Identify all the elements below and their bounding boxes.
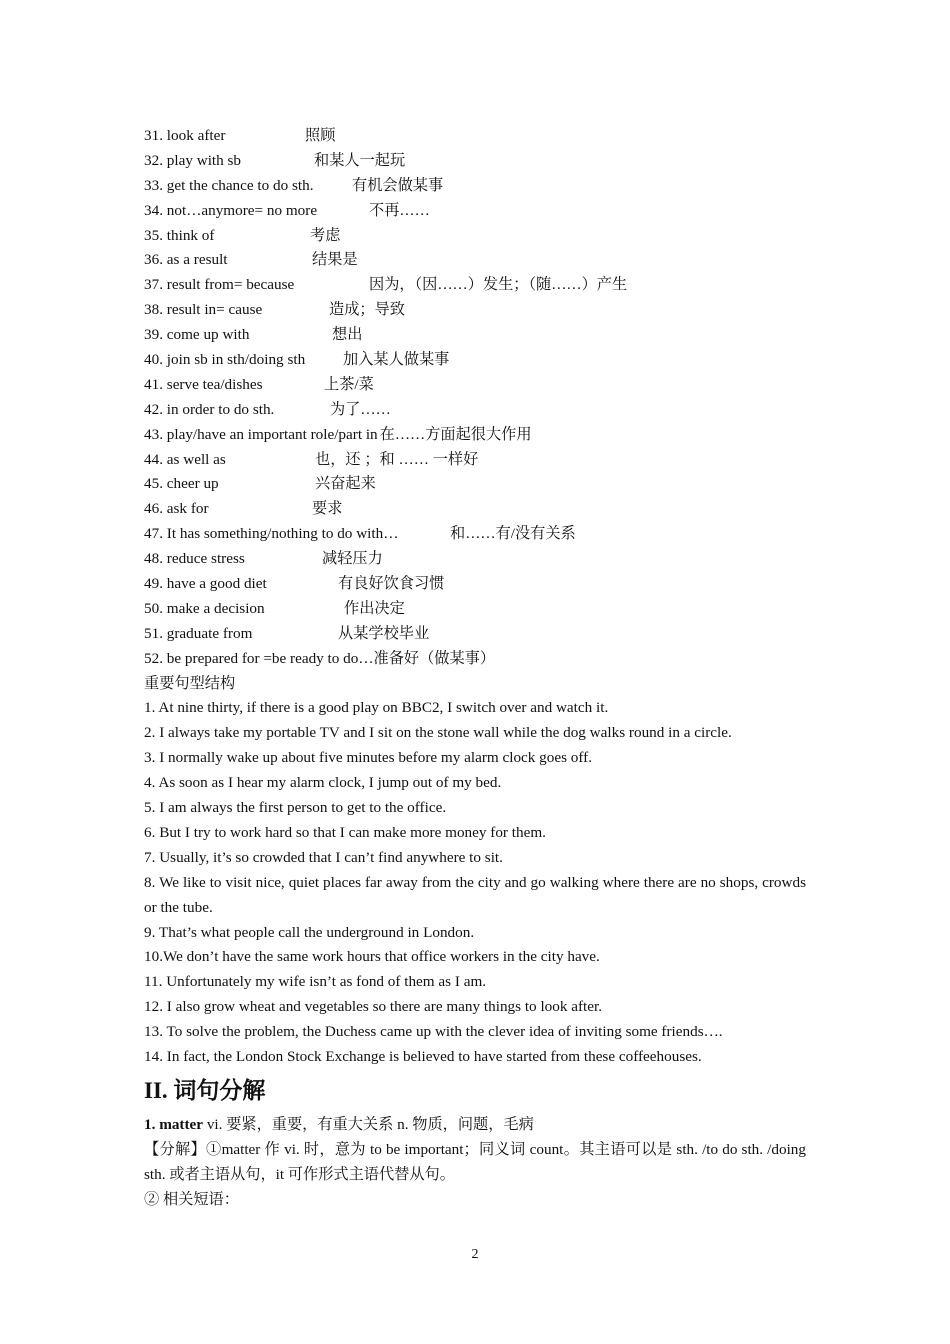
phrase-english: 42. in order to do sth.: [144, 400, 275, 418]
phrase-chinese: 考虑: [310, 226, 341, 244]
phrase-item: [144, 124, 806, 149]
phrase-english: 41. serve tea/dishes: [144, 375, 263, 393]
phrase-item: [144, 572, 806, 597]
phrase-item: [144, 522, 806, 547]
phrase-chinese: 照顾: [305, 127, 336, 144]
sentence-item: 11. Unfortunately my wife isn’t as fond of them as I am.: [144, 973, 487, 991]
phrase-item: [144, 248, 806, 273]
phrase-english: 32. play with sb: [144, 151, 242, 169]
sentences-title: 重要句型结构: [144, 674, 236, 692]
phrase-item: [144, 149, 806, 174]
phrase-english: 47. It has something/nothing to do with…: [144, 525, 399, 543]
phrase-chinese: 兴奋起来: [315, 475, 376, 493]
phrase-english: 44. as well as: [144, 450, 226, 468]
phrase-item: [144, 373, 806, 398]
phrase-english: 36. as a result: [144, 251, 228, 269]
sentence-item: 2. I always take my portable TV and I sit on the stone wall while the dog walks round in a circle.: [144, 724, 732, 742]
phrase-item: [144, 472, 806, 497]
phrase-chinese: 在……方面起很大作用: [379, 425, 532, 443]
sentence-list: [144, 696, 806, 1069]
phrase-chinese: 不再……: [369, 201, 430, 219]
page-number: 2: [471, 1247, 479, 1262]
phrase-chinese: 准备好（做某事）: [373, 649, 496, 667]
phrase-english: 33. get the chance to do sth.: [144, 176, 314, 194]
phrase-english: 35. think of: [144, 226, 215, 244]
phrase-english: 37. result from= because: [144, 276, 295, 294]
phrase-chinese: 有良好饮食习惯: [338, 575, 445, 593]
phrase-item: [144, 597, 806, 622]
phrase-item: [144, 547, 806, 572]
phrase-item: [144, 298, 806, 323]
phrase-chinese: 和某人一起玩: [314, 151, 406, 169]
phrase-english: 31. look after: [144, 127, 226, 144]
phrase-english: 39. come up with: [144, 326, 250, 344]
phrase-chinese: 作出决定: [344, 599, 405, 617]
sentence-item: 10.We don’t have the same work hours that office workers in the city have.: [144, 948, 600, 966]
phrase-item: [144, 622, 806, 647]
phrase-english: 40. join sb in sth/doing sth: [144, 351, 306, 369]
phrase-chinese: 从某学校毕业: [338, 624, 430, 642]
phrase-english: 43. play/have an important role/part in: [144, 425, 378, 443]
phrase-english: 50. make a decision: [144, 599, 265, 617]
sentence-item: 7. Usually, it’s so crowded that I can’t find anywhere to sit.: [144, 848, 503, 866]
phrase-english: 45. cheer up: [144, 475, 219, 493]
sentence-item: 8. We like to visit nice, quiet places far away from the city and go walking where there are no shops, crowds or the tube.: [144, 873, 806, 916]
entry-analysis: 【分解】①matter 作 vi. 时，意为 to be important；同义词 count。其主语可以是 sth. /to do sth. /doing sth. 或者主语从句，it 可作形式主语代替从句。: [144, 1140, 806, 1183]
phrase-chinese: 结果是: [312, 251, 358, 269]
phrase-chinese: 有机会做某事: [352, 176, 444, 194]
phrase-item: [144, 273, 806, 298]
sentence-item: 9. That’s what people call the underground in London.: [144, 923, 475, 941]
phrase-item: [144, 224, 806, 249]
sentence-item: 13. To solve the problem, the Duchess came up with the clever idea of inviting some friends….: [144, 1023, 723, 1041]
sentence-item: 3. I normally wake up about five minutes before my alarm clock goes off.: [144, 749, 593, 767]
phrase-english: 34. not…anymore= no more: [144, 201, 318, 219]
phrase-item: [144, 647, 806, 672]
phrase-chinese: 要求: [312, 500, 343, 518]
phrase-chinese: 减轻压力: [322, 550, 383, 568]
phrase-english: 38. result in= cause: [144, 301, 263, 319]
phrase-item: [144, 174, 806, 199]
phrase-english: 52. be prepared for =be ready to do…: [144, 649, 374, 667]
sentence-item: 4. As soon as I hear my alarm clock, I jump out of my bed.: [144, 774, 502, 792]
phrase-english: 49. have a good diet: [144, 575, 267, 593]
phrase-english: 51. graduate from: [144, 624, 253, 642]
phrase-item: [144, 423, 806, 448]
sentence-item: 1. At nine thirty, if there is a good play on BBC2, I switch over and watch it.: [144, 699, 609, 717]
phrase-item: [144, 348, 806, 373]
phrase-list: [144, 124, 806, 672]
phrase-chinese: 也，还 ；和 …… 一样好: [315, 450, 479, 468]
phrase-chinese: 为了……: [330, 400, 391, 418]
sentence-item: 14. In fact, the London Stock Exchange is believed to have started from these coffeehouses.: [144, 1047, 702, 1065]
phrase-item: [144, 323, 806, 348]
phrase-chinese: 因为，（因……）发生；（随……）产生: [369, 276, 628, 294]
phrase-item: [144, 199, 806, 224]
entry-headline: [144, 1113, 806, 1138]
phrase-item: [144, 497, 806, 522]
entry-definition: vi. 要紧，重要，有重大关系 n. 物质，问题，毛病: [203, 1115, 534, 1133]
entry-term: 1. matter: [144, 1115, 204, 1133]
phrase-chinese: 和……有/没有关系: [450, 525, 576, 543]
phrase-english: 48. reduce stress: [144, 550, 245, 568]
phrase-chinese: 造成；导致: [329, 301, 405, 319]
document-page: [144, 124, 806, 1212]
phrase-chinese: 上茶/菜: [324, 375, 374, 393]
phrase-english: 46. ask for: [144, 500, 209, 518]
sentence-item: 6. But I try to work hard so that I can make more money for them.: [144, 823, 546, 841]
phrase-item: [144, 398, 806, 423]
phrase-chinese: 加入某人做某事: [343, 351, 450, 369]
sentence-item: 5. I am always the first person to get to the office.: [144, 799, 447, 817]
section-heading: II. 词句分解: [144, 1077, 266, 1103]
phrase-item: [144, 448, 806, 473]
sentence-item: 12. I also grow wheat and vegetables so there are many things to look after.: [144, 998, 603, 1016]
phrase-chinese: 想出: [332, 326, 363, 344]
entry-related-phrases: ② 相关短语：: [144, 1190, 239, 1208]
